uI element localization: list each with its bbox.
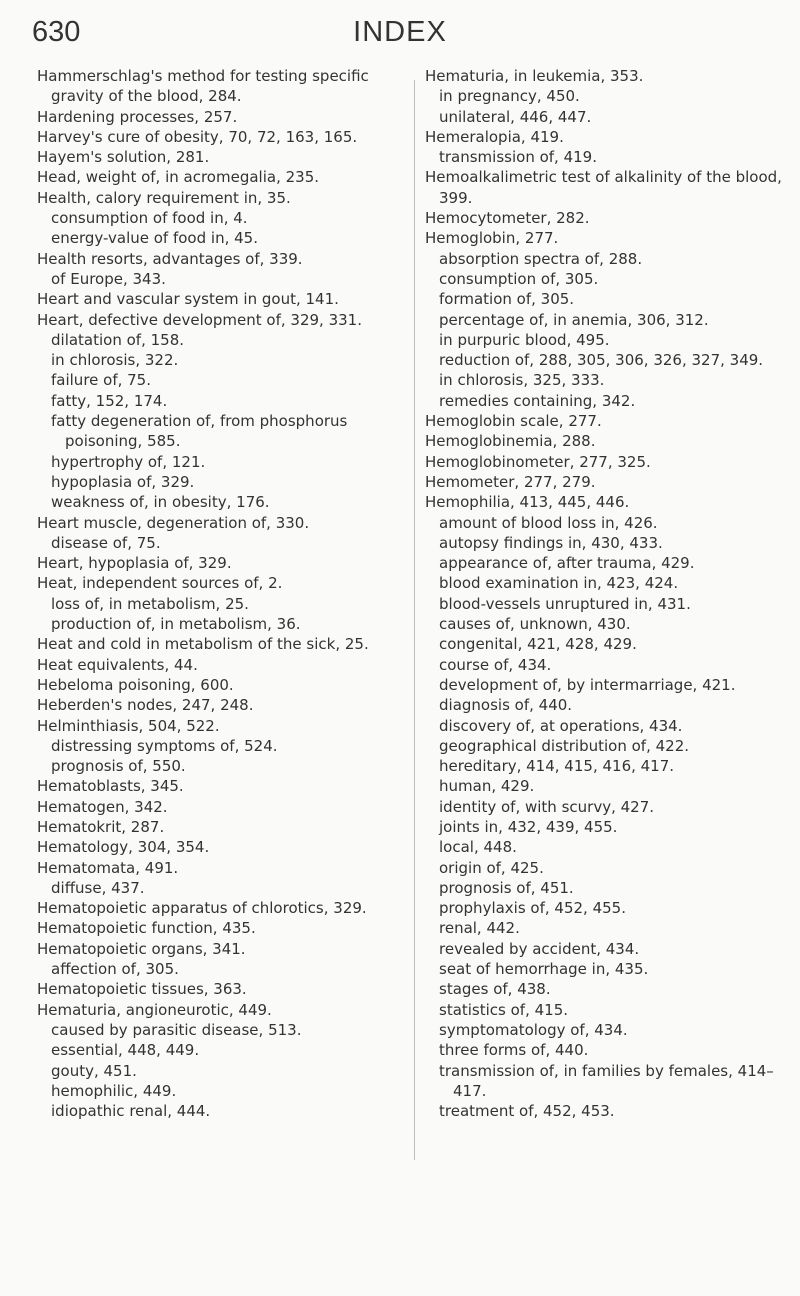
index-entry: Hematoblasts, 345. [37,777,184,796]
index-subentry: prophylaxis of, 452, 455. [439,899,626,918]
index-subentry: autopsy findings in, 430, 433. [439,533,663,552]
index-entry: Heart, hypoplasia of, 329. [37,554,232,573]
index-entry: Hematuria, in leukemia, 353. [425,67,644,85]
index-subentry: in purpuric blood, 495. [439,330,610,349]
index-subentry: origin of, 425. [439,858,544,877]
index-subentry: prognosis of, 451. [439,878,574,897]
index-subentry: essential, 448, 449. [51,1041,200,1060]
index-subentry: blood-vessels unruptured in, 431. [439,594,691,613]
index-subentry: consumption of, 305. [439,269,599,288]
index-subentry: course of, 434. [439,655,552,674]
index-subentry: causes of, unknown, 430. [439,615,631,634]
index-entry: Heart muscle, degeneration of, 330. [37,513,310,532]
index-subentry: transmission of, in families by females, 414–417. [439,1061,774,1100]
index-subentry: local, 448. [439,838,517,857]
index-subentry: reduction of, 288, 305, 306, 326, 327, 349. [439,351,764,370]
index-subentry: disease of, 75. [51,533,161,552]
index-subentry: fatty, 152, 174. [51,391,168,410]
index-entry: Hematology, 304, 354. [37,838,210,857]
index-entry: Heat, independent sources of, 2. [37,574,283,593]
page-header [0,16,800,52]
index-subentry: transmission of, 419. [439,148,597,167]
index-entry: Head, weight of, in acromegalia, 235. [37,168,320,187]
index-entry: Heberden's nodes, 247, 248. [37,696,254,715]
index-entry: Hemoglobinemia, 288. [425,432,596,451]
index-subentry: percentage of, in anemia, 306, 312. [439,310,709,329]
index-subentry: unilateral, 446, 447. [439,107,592,126]
index-entry: Hebeloma poisoning, 600. [37,675,234,694]
index-subentry: of Europe, 343. [51,269,166,288]
index-subentry: hereditary, 414, 415, 416, 417. [439,757,675,776]
index-subentry: statistics of, 415. [439,1000,569,1019]
index-entry: Hematuria, angioneurotic, 449. [37,1000,272,1019]
index-entry: Hemoglobinometer, 277, 325. [425,452,651,471]
index-subentry: congenital, 421, 428, 429. [439,635,637,654]
index-subentry: distressing symptoms of, 524. [51,736,278,755]
index-subentry: revealed by accident, 434. [439,939,640,958]
index-subentry: idiopathic renal, 444. [51,1102,211,1121]
index-subentry: appearance of, after trauma, 429. [439,554,695,573]
index-subentry: development of, by intermarriage, 421. [439,675,736,694]
index-subentry: caused by parasitic disease, 513. [51,1020,302,1039]
index-entry: Hematokrit, 287. [37,817,165,836]
index-subentry: blood examination in, 423, 424. [439,574,679,593]
index-subentry: remedies containing, 342. [439,391,636,410]
index-subentry: identity of, with scurvy, 427. [439,797,655,816]
index-entry: Hayem's solution, 281. [37,148,210,167]
index-subentry: amount of blood loss in, 426. [439,513,658,532]
index-subentry: seat of hemorrhage in, 435. [439,960,649,979]
index-subentry: fatty degeneration of, from phosphorus poisoning, 585. [51,412,348,451]
index-entry: Health resorts, advantages of, 339. [37,249,303,268]
index-subentry: weakness of, in obesity, 176. [51,493,270,512]
index-subentry: dilatation of, 158. [51,330,185,349]
index-subentry: in chlorosis, 322. [51,351,179,370]
index-entry: Hematopoietic apparatus of chlorotics, 329. [37,899,367,918]
index-entry: Heart, defective development of, 329, 331. [37,310,362,329]
index-entry: Hemocytometer, 282. [425,209,590,228]
index-entry: Hemometer, 277, 279. [425,472,596,491]
index-entry: Hematopoietic function, 435. [37,919,256,938]
index-subentry: production of, in metabolism, 36. [51,615,301,634]
index-entry: Hammerschlag's method for testing specific gravity of the blood, 284. [37,67,369,106]
index-subentry: human, 429. [439,777,535,796]
index-subentry: formation of, 305. [439,290,575,309]
index-subentry: gouty, 451. [51,1061,137,1080]
index-entry: Hemophilia, 413, 445, 446. [425,493,630,512]
column-divider [414,80,415,1160]
index-subentry: in chlorosis, 325, 333. [439,371,605,390]
index-subentry: joints in, 432, 439, 455. [439,817,618,836]
index-subentry: stages of, 438. [439,980,551,999]
index-subentry: discovery of, at operations, 434. [439,716,683,735]
index-subentry: energy-value of food in, 45. [51,229,258,248]
index-subentry: diffuse, 437. [51,878,145,897]
index-subentry: renal, 442. [439,919,520,938]
index-subentry: treatment of, 452, 453. [439,1102,615,1121]
index-subentry: failure of, 75. [51,371,151,390]
page-title: INDEX [353,16,447,48]
index-entry: Hematopoietic organs, 341. [37,939,246,958]
index-subentry: geographical distribution of, 422. [439,736,690,755]
right-column [425,66,785,1121]
index-entry: Health, calory requirement in, 35. [37,188,291,207]
index-subentry: three forms of, 440. [439,1041,589,1060]
index-subentry: diagnosis of, 440. [439,696,573,715]
index-subentry: loss of, in metabolism, 25. [51,594,249,613]
index-subentry: in pregnancy, 450. [439,87,580,106]
index-entry: Hemoglobin, 277. [425,229,559,248]
index-entry: Hemoglobin scale, 277. [425,412,602,431]
index-entry: Heart and vascular system in gout, 141. [37,290,339,309]
index-entry: Helminthiasis, 504, 522. [37,716,220,735]
index-subentry: prognosis of, 550. [51,757,186,776]
index-entry: Hematopoietic tissues, 363. [37,980,247,999]
index-subentry: absorption spectra of, 288. [439,249,643,268]
index-entry: Hemoalkalimetric test of alkalinity of the blood, 399. [425,168,782,207]
left-column [37,66,409,1121]
index-entry: Hardening processes, 257. [37,107,238,126]
index-subentry: affection of, 305. [51,960,179,979]
index-entry: Hematogen, 342. [37,797,168,816]
index-subentry: hypertrophy of, 121. [51,452,206,471]
index-subentry: symptomatology of, 434. [439,1020,628,1039]
page-number: 630 [32,16,81,48]
index-entry: Hematomata, 491. [37,858,179,877]
index-subentry: hemophilic, 449. [51,1081,177,1100]
index-entry: Harvey's cure of obesity, 70, 72, 163, 165. [37,127,358,146]
index-entry: Heat and cold in metabolism of the sick, 25. [37,635,369,654]
index-entry: Hemeralopia, 419. [425,127,564,146]
index-subentry: consumption of food in, 4. [51,209,248,228]
index-entry: Heat equivalents, 44. [37,655,198,674]
index-subentry: hypoplasia of, 329. [51,472,195,491]
